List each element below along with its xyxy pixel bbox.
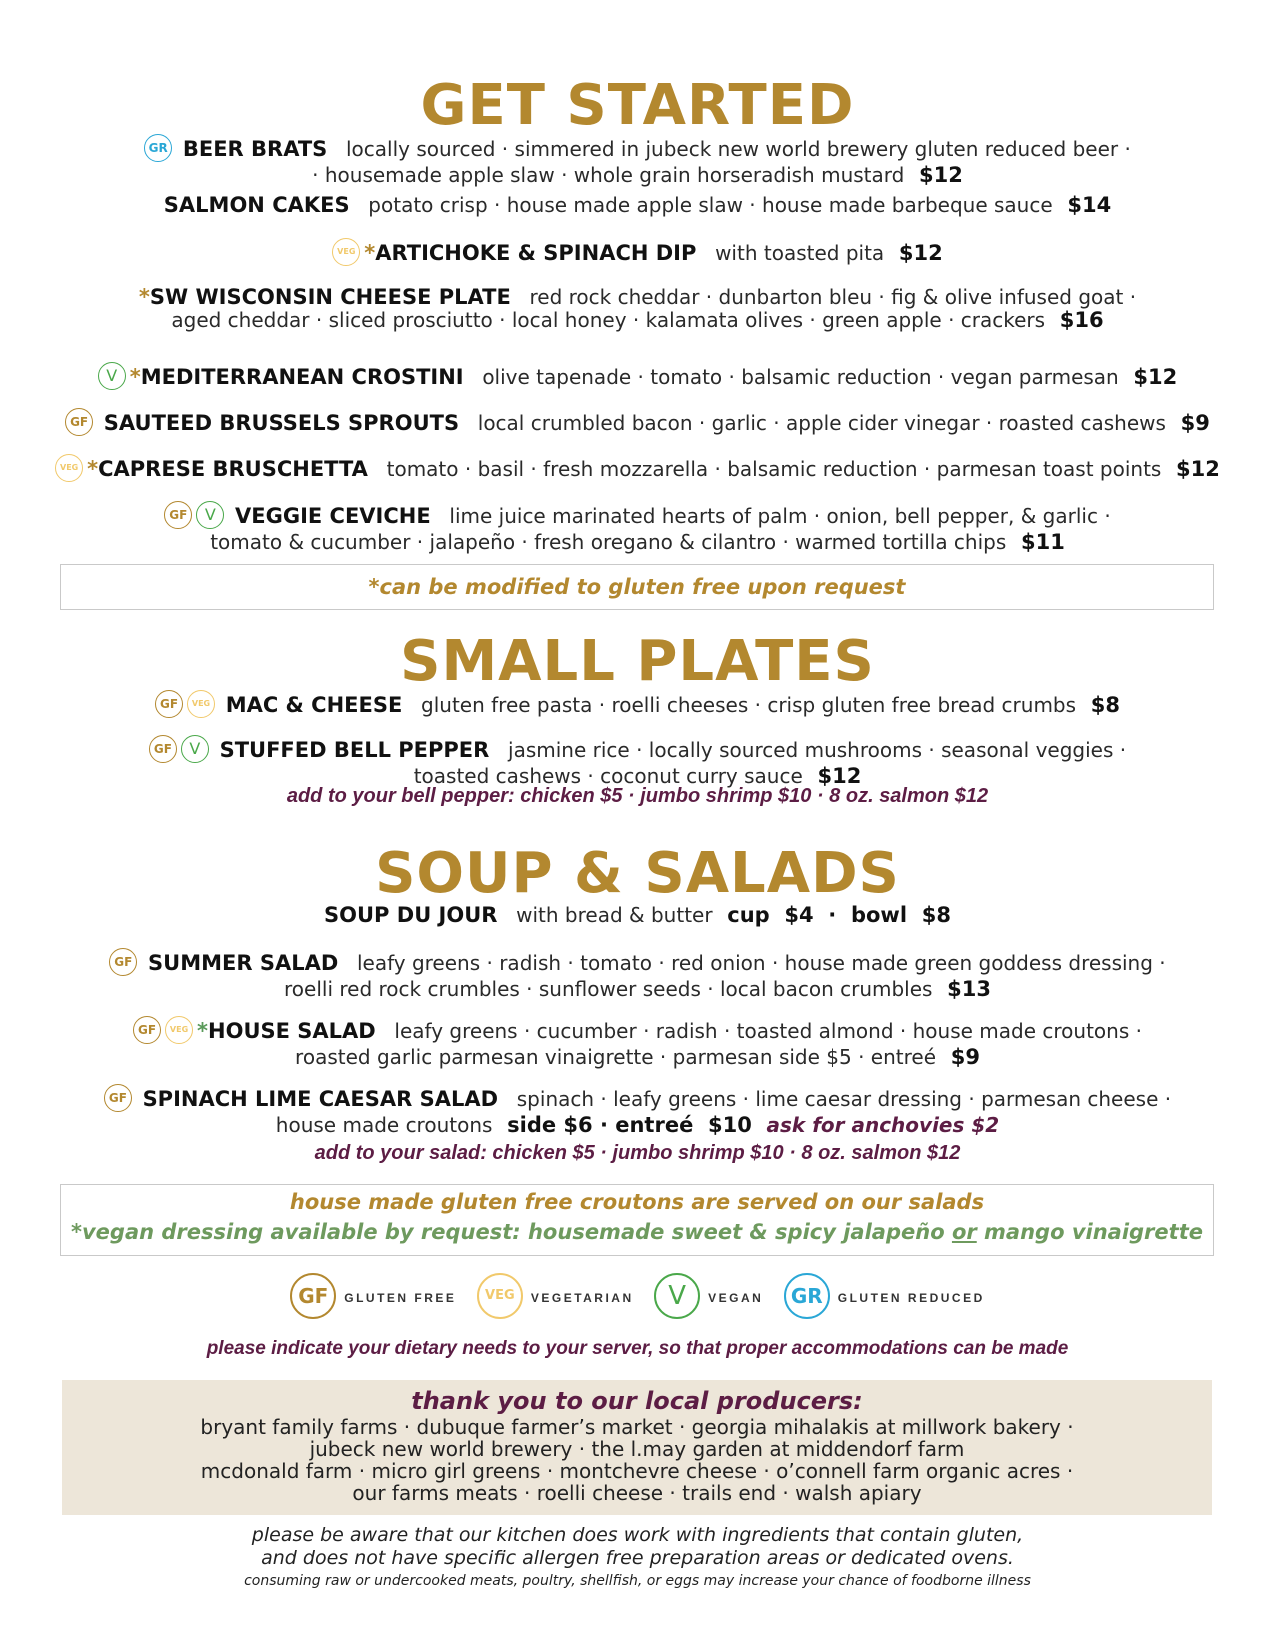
cup-price: $4 (784, 903, 814, 927)
item-name: HOUSE SALAD (208, 1019, 376, 1043)
bell-pepper-addon-note: add to your bell pepper: chicken $5 · jumbo shrimp $10 · 8 oz. salmon $12 (286, 785, 989, 807)
gluten-free-legend-icon: GF (290, 1273, 336, 1319)
gluten-free-badge-icon: GF (65, 408, 93, 436)
producers-heading: thank you to our local producers: (411, 1387, 863, 1415)
or-text: or (951, 1220, 977, 1244)
gluten-free-badge-icon: GF (155, 690, 183, 718)
get-started-heading: GET STARTED (420, 73, 855, 138)
vegetarian-badge-icon: VEG (55, 454, 83, 482)
item-name: SUMMER SALAD (148, 951, 339, 975)
legend-vegan (654, 1275, 763, 1321)
item-price: $12 (1133, 365, 1178, 389)
item-description: tomato · basil · fresh mozzarella · balsamic reduction · parmesan toast points (386, 457, 1162, 481)
menu-item-stuffed-pepper (40, 737, 1235, 788)
item-price: $13 (947, 977, 991, 1001)
item-price: $16 (1059, 308, 1104, 332)
menu-item-crostini (40, 364, 1235, 392)
item-description: leafy greens · cucumber · radish · toasted almond · house made croutons · (394, 1019, 1142, 1043)
menu-item-artichoke-dip (40, 240, 1235, 268)
cup-label: cup (727, 903, 770, 927)
gluten-free-modifiable-star: * (87, 457, 99, 481)
menu-item-salmon-cakes (40, 194, 1235, 217)
item-price: $11 (1020, 530, 1065, 554)
gluten-reduced-legend-icon: GR (784, 1273, 830, 1319)
item-price: $9 (1180, 411, 1210, 435)
vegan-dressing-note (61, 1217, 1213, 1247)
vegan-dressing-text-end: mango vinaigrette (976, 1220, 1203, 1244)
legend-vegetarian (477, 1275, 634, 1321)
vegan-badge-icon: V (181, 735, 209, 763)
item-name: SALMON CAKES (163, 193, 350, 217)
gluten-free-badge-icon: GF (164, 501, 192, 529)
bowl-label: bowl (850, 903, 908, 927)
gluten-free-modify-note: *can be modified to gluten free upon request (60, 564, 1214, 610)
menu-item-mac-cheese (40, 692, 1235, 720)
salad-notes-box (60, 1184, 1214, 1256)
item-description: roelli red rock crumbles · sunflower seeds · local bacon crumbles (284, 977, 933, 1001)
item-name: STUFFED BELL PEPPER (219, 738, 490, 762)
dietary-needs-note: please indicate your dietary needs to your server, so that proper accommodations can be made (206, 1338, 1069, 1359)
bowl-price: $8 (921, 903, 951, 927)
item-price: $10 (708, 1113, 752, 1137)
gluten-free-badge-icon: GF (149, 735, 177, 763)
legend-label: VEGAN (708, 1291, 764, 1305)
vegan-badge-icon: V (98, 362, 126, 390)
item-description: jasmine rice · locally sourced mushrooms · seasonal veggies · (508, 738, 1127, 762)
anchovies-note: ask for anchovies $2 (766, 1113, 1000, 1137)
side-price: side $6 · entreé (507, 1113, 694, 1137)
legend-gluten-reduced (784, 1275, 985, 1321)
vegetarian-badge-icon: VEG (165, 1016, 193, 1044)
item-description: spinach · leafy greens · lime caesar dressing · parmesan cheese · (516, 1087, 1172, 1111)
item-name: BEER BRATS (182, 137, 328, 161)
gluten-free-modifiable-star: * (129, 365, 141, 389)
item-price: $12 (919, 163, 963, 187)
menu-item-summer-salad (40, 950, 1235, 1001)
menu-item-beer-brats (40, 136, 1235, 187)
item-name: MAC & CHEESE (225, 693, 403, 717)
item-name: MEDITERRANEAN CROSTINI (140, 365, 464, 389)
menu-item-caesar-salad (40, 1086, 1235, 1137)
gluten-free-modifiable-star: * (197, 1019, 209, 1043)
item-description: · housemade apple slaw · whole grain horseradish mustard (312, 163, 905, 187)
item-description: tomato & cucumber · jalapeño · fresh oregano & cilantro · warmed tortilla chips (210, 530, 1007, 554)
gluten-free-badge-icon: GF (133, 1016, 161, 1044)
item-description: house made croutons (275, 1113, 493, 1137)
vegan-badge-icon: V (196, 501, 224, 529)
gluten-free-modifiable-star: * (138, 285, 150, 309)
legend-label: VEGETARIAN (530, 1291, 634, 1305)
producers-line: jubeck new world brewery · the l.may garden at middendorf farm (309, 1437, 965, 1461)
item-description: roasted garlic parmesan vinaigrette · parmesan side $5 · entreé (295, 1045, 937, 1069)
item-price: $14 (1067, 193, 1112, 217)
gluten-free-badge-icon: GF (109, 948, 137, 976)
salad-addon-note: add to your salad: chicken $5 · jumbo shrimp $10 · 8 oz. salmon $12 (314, 1142, 961, 1164)
allergen-disclaimer-1: please be aware that our kitchen does work with ingredients that contain gluten, (251, 1524, 1024, 1546)
item-description: potato crisp · house made apple slaw · house made barbeque sauce (368, 193, 1053, 217)
item-name: SOUP DU JOUR (324, 903, 498, 927)
item-description: olive tapenade · tomato · balsamic reduction · vegan parmesan (482, 365, 1119, 389)
gluten-free-badge-icon: GF (104, 1084, 132, 1112)
item-description: aged cheddar · sliced prosciutto · local honey · kalamata olives · green apple · crackers (171, 308, 1046, 332)
item-description: with toasted pita (715, 241, 885, 265)
item-description: locally sourced · simmered in jubeck new world brewery gluten reduced beer · (345, 137, 1131, 161)
item-description: with bread & butter (516, 903, 713, 927)
vegetarian-badge-icon: VEG (332, 238, 360, 266)
item-description: gluten free pasta · roelli cheeses · crisp gluten free bread crumbs (421, 693, 1077, 717)
item-name: ARTICHOKE & SPINACH DIP (375, 241, 697, 265)
allergen-disclaimer-2: and does not have specific allergen free preparation areas or dedicated ovens. (261, 1547, 1014, 1569)
legend-label: GLUTEN FREE (344, 1291, 457, 1305)
menu-item-house-salad (40, 1018, 1235, 1069)
croutons-note: house made gluten free croutons are served on our salads (289, 1190, 985, 1214)
item-description: lime juice marinated hearts of palm · onion, bell pepper, & garlic · (449, 504, 1111, 528)
item-name: CAPRESE BRUSCHETTA (98, 457, 368, 481)
menu-item-bruschetta (40, 456, 1235, 484)
gluten-reduced-badge-icon: GR (144, 134, 172, 162)
legend-label: GLUTEN REDUCED (837, 1291, 985, 1305)
item-name: SAUTEED BRUSSELS SPROUTS (103, 411, 460, 435)
dietary-legend (0, 1275, 1275, 1321)
item-description: toasted cashews · coconut curry sauce (413, 764, 803, 788)
soup-salads-heading: SOUP & SALADS (375, 841, 900, 906)
vegetarian-badge-icon: VEG (187, 690, 215, 718)
price-separator: · (828, 903, 837, 927)
item-price: $12 (1176, 457, 1220, 481)
vegan-legend-icon: V (654, 1273, 700, 1319)
item-price: $12 (898, 241, 943, 265)
menu-item-cheese-plate (40, 286, 1235, 332)
vegan-dressing-text: *vegan dressing available by request: housemade sweet & spicy jalapeño (71, 1220, 952, 1244)
item-description: leafy greens · radish · tomato · red onion · house made green goddess dressing · (356, 951, 1166, 975)
item-price: $8 (1090, 693, 1120, 717)
menu-item-brussels-sprouts (40, 410, 1235, 438)
small-plates-heading: SMALL PLATES (400, 629, 875, 694)
vegetarian-legend-icon: VEG (477, 1273, 523, 1319)
local-producers-box (62, 1380, 1212, 1515)
item-price: $12 (817, 764, 862, 788)
raw-food-warning: consuming raw or undercooked meats, poultry, shellfish, or eggs may increase your chance of foodborne illness (244, 1573, 1031, 1589)
item-name: SPINACH LIME CAESAR SALAD (142, 1087, 499, 1111)
item-price: $9 (950, 1045, 980, 1069)
legend-gluten-free (290, 1275, 456, 1321)
item-description: local crumbled bacon · garlic · apple cider vinegar · roasted cashews (477, 411, 1166, 435)
item-description: red rock cheddar · dunbarton bleu · fig & olive infused goat · (529, 285, 1137, 309)
menu-item-soup (40, 904, 1235, 927)
gluten-free-modifiable-star: * (364, 241, 376, 265)
producers-line: our farms meats · roelli cheese · trails end · walsh apiary (352, 1481, 922, 1505)
item-name: VEGGIE CEVICHE (235, 504, 431, 528)
producers-line: mcdonald farm · micro girl greens · montchevre cheese · o’connell farm organic acres · (200, 1459, 1074, 1483)
item-name: SW WISCONSIN CHEESE PLATE (149, 285, 511, 309)
producers-line: bryant family farms · dubuque farmer’s market · georgia mihalakis at millwork bakery · (200, 1415, 1074, 1439)
menu-item-ceviche (40, 503, 1235, 554)
